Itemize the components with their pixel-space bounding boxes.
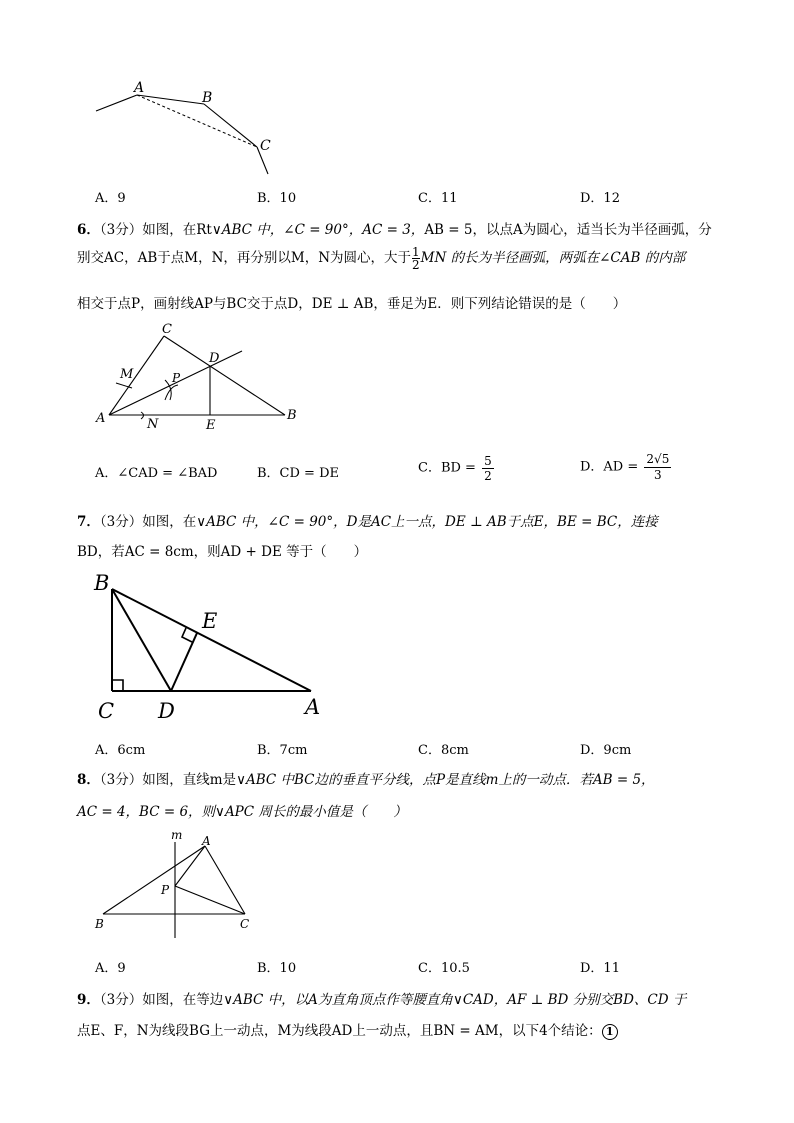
q7-option-a[interactable]: A．6cm: [95, 743, 146, 758]
fig6-label-n: N: [147, 417, 159, 432]
q6-option-d[interactable]: [580, 452, 671, 483]
figure-q8: [90, 828, 270, 940]
q8-option-a[interactable]: A．9: [95, 961, 126, 976]
figure-q5: [90, 78, 280, 178]
q6-text-c: AC = 3，: [362, 222, 425, 238]
q6-option-a[interactable]: A．∠CAD = ∠BAD: [95, 466, 218, 481]
fig7-label-a: A: [305, 695, 321, 719]
q6-option-d-fraction: [644, 452, 671, 483]
figure-q7: [92, 568, 332, 724]
q6-option-d-den: 3: [654, 468, 662, 482]
fig7-label-c: C: [98, 699, 115, 723]
fig5-label-b: B: [202, 90, 213, 106]
q5-option-b[interactable]: B．10: [257, 191, 297, 206]
q6-option-d-num: 2√5: [646, 452, 670, 466]
triangle-icon: ∨: [215, 804, 225, 820]
q5-option-c[interactable]: C．11: [418, 191, 458, 206]
q8-score: （3分）: [99, 772, 143, 788]
fig6-label-p: P: [172, 371, 181, 385]
q9-text-b: ABC 中，以A为直角顶点作等腰直角: [233, 992, 453, 1008]
fig8-label-p: P: [161, 883, 170, 897]
q6-score: （3分）: [99, 222, 143, 238]
q8-number: 8．: [77, 772, 100, 788]
fig6-label-e: E: [206, 418, 216, 433]
q7-line-2: BD，若AC = 8cm，则AD + DE 等于（ ）: [77, 544, 368, 560]
fig5-label-a: A: [134, 80, 145, 96]
circled-number-icon: 1: [602, 1024, 618, 1040]
q8-option-c[interactable]: C．10.5: [418, 961, 470, 976]
fig8-label-a: A: [202, 834, 211, 848]
q6-number: 6．: [77, 222, 100, 238]
fig6-label-m: M: [120, 367, 134, 382]
q6-frac-num: 1: [412, 245, 420, 259]
fig8-label-m: m: [171, 828, 183, 842]
q7-number: 7．: [77, 514, 100, 530]
q6-option-c-text: C．BD =: [418, 460, 476, 476]
q6-option-c[interactable]: [418, 454, 494, 483]
q6-option-c-fraction: [482, 454, 494, 483]
q7-text-b: ABC 中，∠C = 90°，D是AC上一点，DE ⊥ AB于点E，BE = BC，连接: [206, 514, 658, 530]
fig5-label-c: C: [260, 138, 271, 154]
q7-option-d[interactable]: D．9cm: [580, 743, 632, 758]
q8-text-d: APC 周长的最小值是（ ）: [224, 804, 407, 820]
q6-text-f: MN 的长为半径画弧，两弧在∠CAB 的内部: [420, 250, 686, 266]
q8-line-1: [77, 768, 655, 788]
q7-score: （3分）: [99, 514, 143, 530]
fig8-label-c: C: [240, 917, 250, 931]
q7-line-1: [77, 510, 658, 530]
q6-text-b: ABC 中，∠C = 90°，: [221, 222, 363, 238]
q8-option-b[interactable]: B．10: [257, 961, 297, 976]
q6-line-3: 相交于点P，画射线AP与BC交于点D，DE ⊥ AB，垂足为E．则下列结论错误的是（ ）: [77, 296, 627, 312]
q6-option-b[interactable]: B．CD = DE: [257, 466, 339, 481]
triangle-icon: ∨: [223, 992, 234, 1008]
q9-text-d: 点E、F，N为线段BG上一动点，M为线段AD上一动点，且BN = AM，以下4个结论：: [77, 1023, 602, 1039]
q8-line-2: [77, 800, 407, 820]
triangle-icon: ∨: [236, 772, 246, 788]
fig7-label-d: D: [158, 699, 175, 723]
q9-score: （3分）: [99, 992, 143, 1008]
fig6-label-c: C: [162, 322, 172, 337]
q7-option-b[interactable]: B．7cm: [257, 743, 308, 758]
q6-text-d: AB = 5，以点A为圆心，适当长为半径画弧，分: [424, 222, 712, 238]
fig6-label-b: B: [287, 408, 297, 423]
q9-number: 9．: [77, 992, 100, 1008]
triangle-icon: ∨: [211, 222, 222, 238]
q5-option-a[interactable]: A．9: [95, 191, 126, 206]
q6-frac-den: 2: [412, 258, 420, 272]
fig6-label-a: A: [96, 411, 106, 426]
q6-option-c-num: 5: [484, 454, 492, 468]
q9-line-1: [77, 988, 686, 1008]
fig7-label-e: E: [202, 609, 218, 633]
q6-text-e: 别交AC，AB于点M，N，再分别以M，N为圆心，大于: [77, 250, 412, 266]
q6-fraction: [412, 246, 420, 271]
q7-text-a: 如图，在: [142, 514, 197, 530]
fig8-label-b: B: [95, 917, 104, 931]
q9-line-2: [77, 1019, 618, 1040]
q6-option-c-den: 2: [484, 469, 492, 483]
q6-option-d-text: D．AD =: [580, 459, 639, 475]
q6-line-2: [77, 246, 685, 271]
q6-text-a: 如图，在Rt: [142, 222, 212, 238]
q8-option-d[interactable]: D．11: [580, 961, 620, 976]
q8-text-a: 如图，直线m是: [142, 772, 237, 788]
fig7-label-b: B: [94, 571, 110, 595]
q6-line-1: [77, 218, 712, 238]
q7-option-c[interactable]: C．8cm: [418, 743, 469, 758]
fig6-label-d: D: [209, 351, 220, 366]
triangle-icon: ∨: [196, 514, 207, 530]
q5-option-d[interactable]: D．12: [580, 191, 620, 206]
q8-text-b: ABC 中BC边的垂直平分线，点P是直线m上的一动点．若AB = 5，: [245, 772, 655, 788]
q9-text-a: 如图，在等边: [142, 992, 224, 1008]
q9-text-c: CAD，AF ⊥ BD 分别交BD、CD 于: [462, 992, 687, 1008]
triangle-icon: ∨: [452, 992, 463, 1008]
figure-q6: [92, 318, 312, 436]
q8-text-c: AC = 4，BC = 6，则: [77, 804, 216, 820]
